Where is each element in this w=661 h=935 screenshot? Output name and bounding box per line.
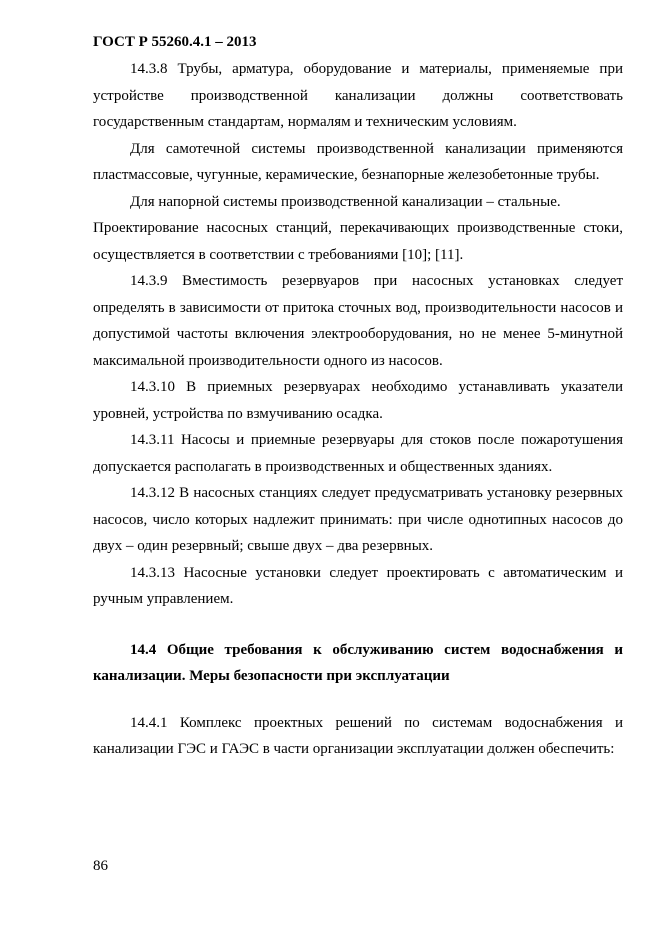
paragraph-gravity-system: Для самотечной системы производственной канализации применяются пластмассовые, чугунные, керамические, безнапорные железобетонные трубы. <box>93 140 623 183</box>
paragraph-14-3-13: 14.3.13 Насосные установки следует проектировать с автоматическим и ручным управлением. <box>93 564 623 607</box>
paragraph-pressure-system: Для напорной системы производственной канализации – стальные. <box>130 193 561 210</box>
document-body <box>93 56 623 763</box>
paragraph-pump-stations-design: Проектирование насосных станций, перекачивающих производственные стоки, осуществляется в соответствии с требованиями [10]; [11]. <box>93 220 623 263</box>
paragraph-14-4-1: 14.4.1 Комплекс проектных решений по системам водоснабжения и канализации ГЭС и ГАЭС в части организации эксплуатации должен обеспечить: <box>93 714 623 757</box>
document-header: ГОСТ Р 55260.4.1 – 2013 <box>93 34 257 50</box>
page-number: 86 <box>93 858 108 874</box>
paragraph-14-3-8: 14.3.8 Трубы, арматура, оборудование и материалы, применяемые при устройстве производственной канализации должны соответствовать государственным стандартам, нормалям и техническим условиям. <box>93 61 623 130</box>
paragraph-14-3-9: 14.3.9 Вместимость резервуаров при насосных установках следует определять в зависимости от притока сточных вод, производительности насосов и допустимой частоты включения электрооборудования, но не менее 5-минутной максимальной производительности одного из насосов. <box>93 273 623 369</box>
paragraph-14-3-12: 14.3.12 В насосных станциях следует предусматривать установку резервных насосов, число которых надлежит принимать: при числе однотипных насосов до двух – один резервный; свыше двух – два резервных. <box>93 485 623 554</box>
paragraph-14-3-10: 14.3.10 В приемных резервуарах необходимо устанавливать указатели уровней, устройства по взмучиванию осадка. <box>93 379 623 422</box>
section-heading-14-4: 14.4 Общие требования к обслуживанию систем водоснабжения и канализации. Меры безопасности при эксплуатации <box>93 641 623 684</box>
paragraph-14-3-11: 14.3.11 Насосы и приемные резервуары для стоков после пожаротушения допускается располагать в производственных и общественных зданиях. <box>93 432 623 475</box>
